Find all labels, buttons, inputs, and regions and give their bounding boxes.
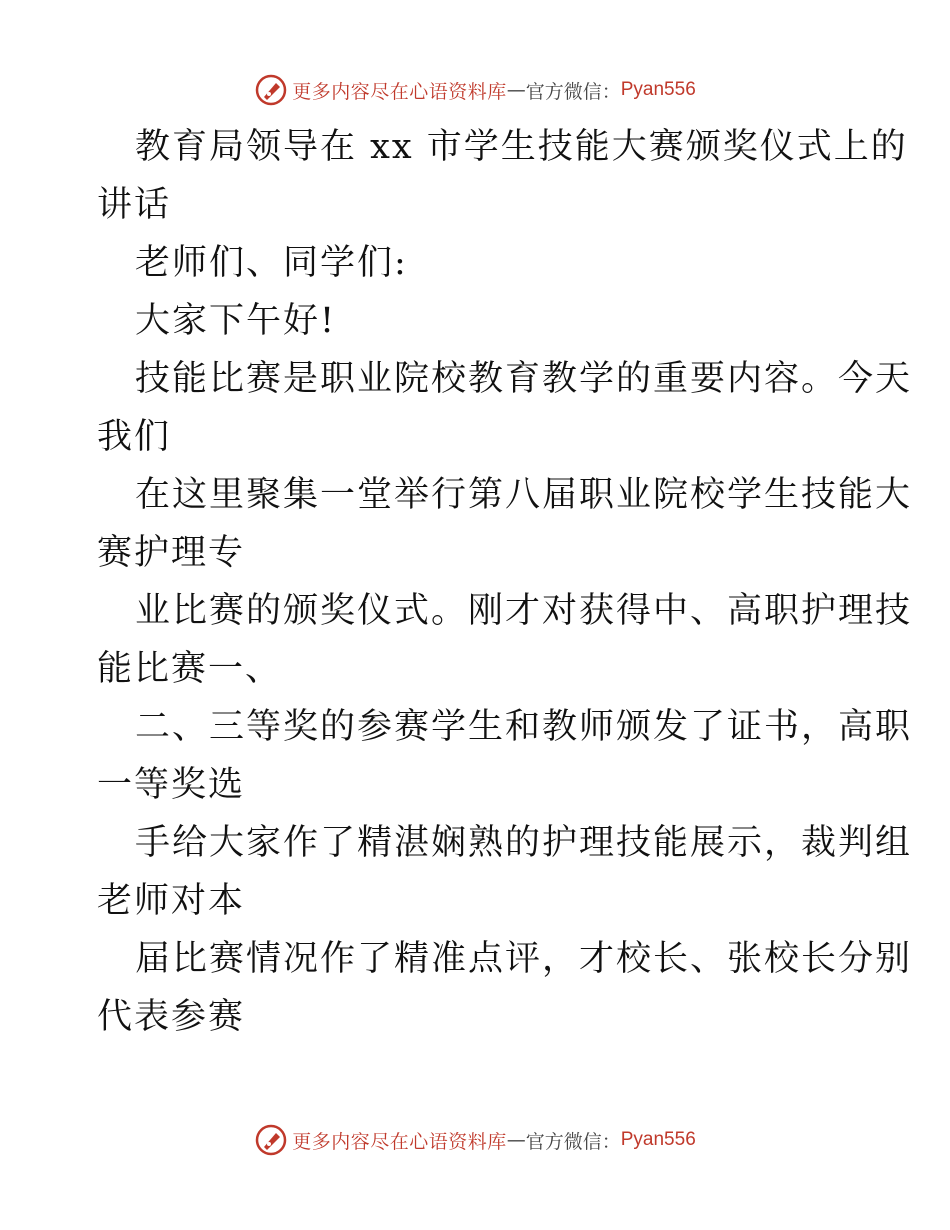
text-line: 老师们、同学们: — [135, 243, 408, 283]
wechat-id: Pyan556 — [620, 79, 696, 100]
header-banner — [0, 70, 950, 110]
text-line: 大家下午好! — [135, 301, 337, 341]
banner-dash: — — [506, 1129, 526, 1151]
document-body — [97, 118, 913, 1046]
text-line: 老师对本 — [97, 881, 246, 921]
text-line: 我们 — [97, 417, 172, 457]
pen-nib-logo-icon — [254, 1123, 288, 1157]
text-line: 手给大家作了精湛娴熟的护理技能展示，裁判组 — [135, 823, 913, 863]
text-line: 讲话 — [97, 185, 172, 225]
text-line: 技能比赛是职业院校教育教学的重要内容。今天 — [135, 359, 913, 399]
banner-dash: — — [506, 79, 526, 101]
wechat-label: 官方微信： — [525, 1130, 621, 1153]
text-line: 在这里聚集一堂举行第八届职业院校学生技能大 — [135, 475, 913, 515]
pen-nib-logo-icon — [254, 73, 288, 107]
wechat-id: Pyan556 — [620, 1129, 696, 1150]
text-line: 业比赛的颁奖仪式。刚才对获得中、高职护理技 — [135, 591, 913, 631]
text-line: 代表参赛 — [97, 997, 246, 1037]
text-line: 届比赛情况作了精准点评，才校长、张校长分别 — [135, 939, 913, 979]
brand-text: 更多内容尽在心语资料库 — [292, 1130, 507, 1153]
text-line: 能比赛一、 — [97, 649, 283, 689]
text-line: 一等奖选 — [97, 765, 246, 805]
text-line: 赛护理专 — [97, 533, 246, 573]
footer-banner — [0, 1120, 950, 1160]
brand-text: 更多内容尽在心语资料库 — [292, 80, 507, 103]
text-line: 教育局领导在 xx 市学生技能大赛颁奖仪式上的 — [135, 127, 908, 167]
text-line: 二、三等奖的参赛学生和教师颁发了证书，高职 — [135, 707, 913, 747]
wechat-label: 官方微信： — [525, 80, 621, 103]
